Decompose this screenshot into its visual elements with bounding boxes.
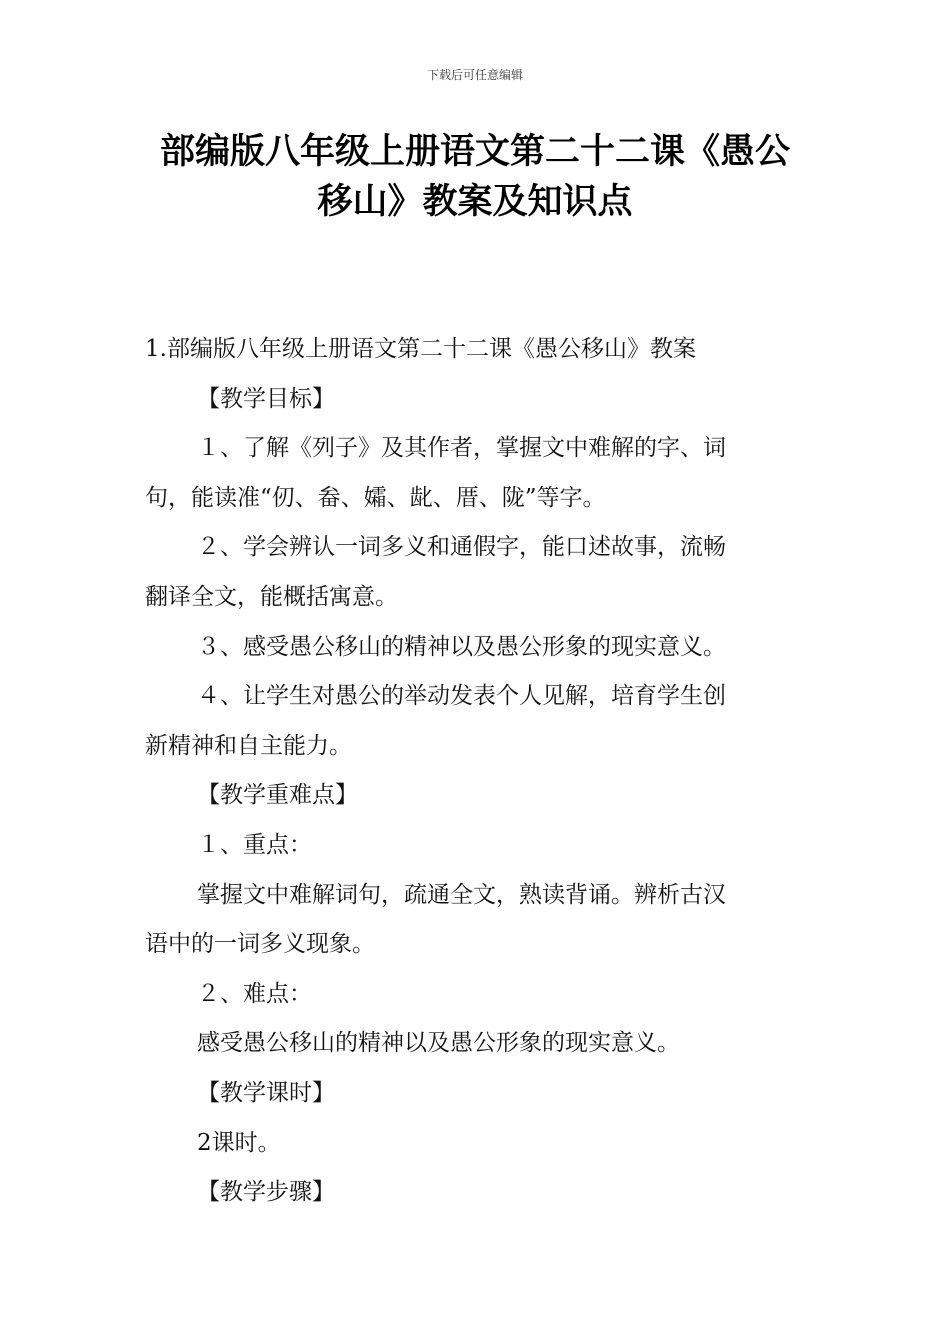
heading-teaching-goals: 【教学目标】	[197, 385, 335, 412]
document-body	[145, 325, 807, 1218]
goal-2-line-2: 翻译全文，能概括寓意。	[145, 583, 398, 610]
document-title	[100, 127, 850, 227]
key-point-text-line-1: 掌握文中难解词句，疏通全文，熟读背诵。辨析古汉	[197, 881, 726, 908]
title-line-2: 移山》教案及知识点	[317, 182, 633, 222]
goal-2-line-1: ２、学会辨认一词多义和通假字，能口述故事，流畅	[197, 534, 726, 561]
class-hours-value: 2课时。	[197, 1129, 281, 1156]
page-header-note: 下载后可任意编辑	[426, 68, 523, 82]
goal-1-line-2: 句，能读准“仞、畚、孀、龀、厝、陇”等字。	[145, 484, 606, 511]
heading-teaching-steps: 【教学步骤】	[197, 1179, 335, 1206]
heading-class-hours: 【教学课时】	[197, 1079, 335, 1106]
title-line-1: 部编版八年级上册语文第二十二课《愚公	[159, 132, 790, 172]
goal-3: ３、感受愚公移山的精神以及愚公形象的现实意义。	[197, 633, 726, 660]
section-heading-lesson-plan: 1.部编版八年级上册语文第二十二课《愚公移山》教案	[145, 336, 696, 362]
heading-key-difficult-points: 【教学重难点】	[197, 782, 358, 809]
goal-4-line-2: 新精神和自主能力。	[145, 732, 352, 759]
key-point-label: １、重点：	[197, 831, 312, 858]
goal-1-line-1: １、了解《列子》及其作者，掌握文中难解的字、词	[197, 435, 726, 462]
difficult-point-text: 感受愚公移山的精神以及愚公形象的现实意义。	[197, 1030, 680, 1057]
goal-4-line-1: ４、让学生对愚公的举动发表个人见解，培育学生创	[197, 683, 726, 710]
key-point-text-line-2: 语中的一词多义现象。	[145, 931, 375, 958]
difficult-point-label: ２、难点：	[197, 980, 312, 1007]
